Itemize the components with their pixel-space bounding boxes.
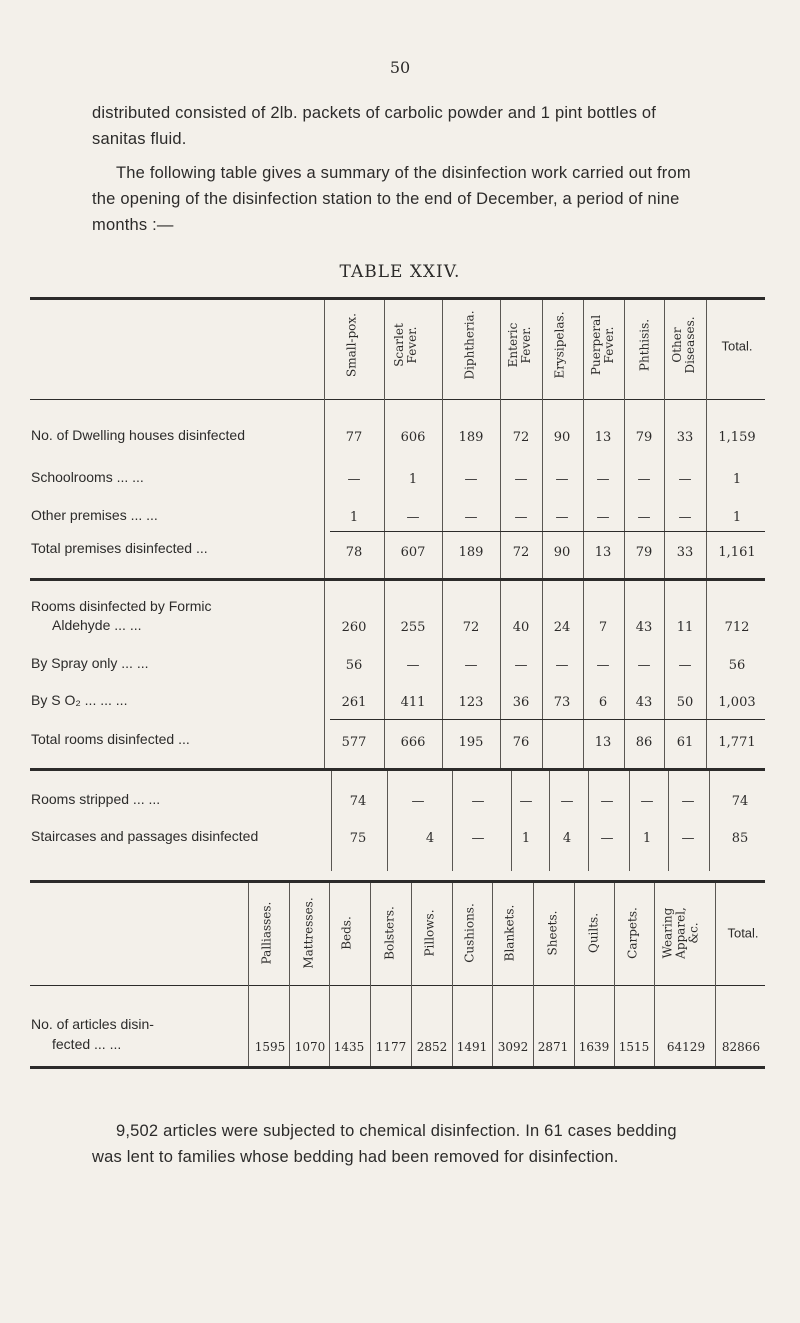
cell: 72 [512, 430, 530, 445]
cell: 24 [553, 620, 571, 635]
col-divider [442, 581, 443, 771]
row-label: No. of Dwelling houses disinfected [31, 427, 246, 443]
cell-total: 85 [731, 831, 749, 846]
cell: — [637, 510, 651, 525]
col-divider [588, 771, 589, 871]
cell: — [464, 472, 478, 487]
cell: 75 [349, 831, 367, 846]
row-label: Schoolrooms ... ... [31, 469, 144, 485]
cell: 11 [676, 620, 694, 635]
cell: 13 [594, 430, 612, 445]
cell: 77 [345, 430, 363, 445]
cell: 73 [553, 695, 571, 710]
cell: — [406, 510, 420, 525]
cell: — [555, 510, 569, 525]
cell: — [411, 794, 425, 809]
cell: 74 [349, 794, 367, 809]
cell: — [464, 658, 478, 673]
cell: — [464, 510, 478, 525]
cell: 255 [400, 620, 426, 635]
cell: 76 [512, 735, 530, 750]
section-rule [30, 768, 765, 771]
cell: 43 [635, 695, 653, 710]
page-number: 50 [389, 58, 411, 77]
cell: 4 [562, 831, 572, 846]
row-label: By Spray only ... ... [31, 655, 149, 671]
cell: 195 [458, 735, 484, 750]
cell: 123 [458, 695, 484, 710]
col-divider [549, 771, 550, 871]
cell: — [678, 658, 692, 673]
cell: — [596, 658, 610, 673]
cell: — [560, 794, 574, 809]
cell: 606 [400, 430, 426, 445]
col-header-sheets: Sheets. [545, 910, 560, 956]
cell-total: 1,003 [718, 695, 756, 710]
cell-total: 1 [732, 472, 742, 487]
cell: — [555, 658, 569, 673]
subtotal-rule [330, 719, 765, 720]
col-divider [387, 771, 388, 871]
col-header-cushions: Cushions. [462, 903, 477, 963]
row-label-cont: fected ... ... [52, 1036, 122, 1052]
col-header-blankets: Blankets. [502, 904, 517, 962]
row-label: Total rooms disinfected ... [31, 731, 190, 747]
row-label: Rooms disinfected by Formic [31, 598, 212, 614]
col-divider [442, 300, 443, 580]
col-header-palliasses: Palliasses. [259, 901, 274, 965]
cell: 72 [512, 545, 530, 560]
table1-top-rule [30, 297, 765, 300]
cell: 1 [642, 831, 652, 846]
cell: 607 [400, 545, 426, 560]
row-label: Staircases and passages disinfected [31, 828, 259, 844]
row-label: Other premises ... ... [31, 507, 158, 523]
subtotal-rule [330, 531, 765, 532]
cell: — [519, 794, 533, 809]
cell: 90 [553, 545, 571, 560]
cell: 33 [676, 545, 694, 560]
col-header-total: Total. [721, 338, 753, 354]
col-divider [668, 771, 669, 871]
cell: 1070 [294, 1040, 326, 1054]
cell: 33 [676, 430, 694, 445]
col-divider [452, 771, 453, 871]
cell: — [596, 472, 610, 487]
col-divider [331, 771, 332, 871]
col-header-erysipelas: Erysipelas. [552, 311, 567, 379]
cell: 90 [553, 430, 571, 445]
cell: 260 [341, 620, 367, 635]
cell: 1595 [254, 1040, 286, 1054]
col-header-enteric-fever: Enteric Fever. [506, 322, 533, 368]
cell: 86 [635, 735, 653, 750]
col-divider [324, 300, 325, 580]
cell-total: 1,771 [718, 735, 756, 750]
col-divider [706, 300, 707, 580]
cell: 1177 [375, 1040, 407, 1054]
row-label: Rooms stripped ... ... [31, 791, 161, 807]
cell: 666 [400, 735, 426, 750]
cell: 7 [598, 620, 608, 635]
col-header-total: Total. [727, 925, 759, 941]
col-divider [384, 581, 385, 771]
col-header-diphtheria: Diphtheria. [462, 310, 477, 380]
cell: 40 [512, 620, 530, 635]
table2-bottom-rule [30, 1066, 765, 1069]
cell: — [640, 794, 654, 809]
cell: 189 [458, 430, 484, 445]
cell: — [347, 472, 361, 487]
cell: 189 [458, 545, 484, 560]
cell: 1639 [578, 1040, 610, 1054]
cell: 61 [676, 735, 694, 750]
cell: — [678, 472, 692, 487]
cell: 43 [635, 620, 653, 635]
cell: 79 [635, 545, 653, 560]
cell: — [471, 794, 485, 809]
cell: 1435 [333, 1040, 365, 1054]
col-divider [542, 581, 543, 771]
summary-paragraph: The following table gives a summary of the disinfection work carried out from the opening of the disinfection station to the end of December, a period of nine months :— [92, 164, 691, 234]
col-header-carpets: Carpets. [625, 907, 640, 959]
col-header-beds: Beds. [339, 916, 354, 950]
cell: — [596, 510, 610, 525]
cell: — [637, 658, 651, 673]
cell-total: 712 [724, 620, 750, 635]
cell: — [514, 510, 528, 525]
cell: 1 [408, 472, 418, 487]
col-divider [511, 771, 512, 871]
cell: 36 [512, 695, 530, 710]
col-header-puerperal-fever: Puerperal Fever. [589, 314, 616, 376]
cell: 79 [635, 430, 653, 445]
col-divider [654, 883, 655, 1068]
cell: 2852 [416, 1040, 448, 1054]
cell: — [471, 831, 485, 846]
table1-header-rule [30, 399, 765, 400]
col-header-quilts: Quilts. [586, 912, 601, 954]
cell-total: 56 [728, 658, 746, 673]
col-header-small-pox: Small-pox. [344, 313, 359, 377]
cell-total: 74 [731, 794, 749, 809]
col-header-scarlet-fever: Scarlet Fever. [392, 323, 419, 367]
table-title: TABLE XXIV. [339, 262, 461, 282]
col-divider [248, 883, 249, 1068]
cell: 1 [521, 831, 531, 846]
cell: 411 [400, 695, 426, 710]
cell-total: 82866 [721, 1040, 761, 1054]
cell: — [406, 658, 420, 673]
col-header-phthisis: Phthisis. [637, 318, 652, 372]
cell: 1515 [618, 1040, 650, 1054]
intro-paragraph: distributed consisted of 2lb. packets of carbolic powder and 1 pint bottles of sanitas fluid. [92, 104, 657, 148]
cell-total: 1,161 [718, 545, 756, 560]
row-label: By S O₂ ... ... ... [31, 692, 128, 708]
section-rule [30, 578, 765, 581]
cell: 6 [598, 695, 608, 710]
col-divider [324, 581, 325, 771]
cell: 1491 [456, 1040, 488, 1054]
cell: 3092 [497, 1040, 529, 1054]
cell: — [555, 472, 569, 487]
cell: 50 [676, 695, 694, 710]
cell: — [637, 472, 651, 487]
closing-paragraph: 9,502 articles were subjected to chemical disinfection. In 61 cases bedding was lent to families whose bedding had been removed for disinfection. [92, 1122, 677, 1166]
cell: — [514, 472, 528, 487]
cell: 1 [349, 510, 359, 525]
cell: 64129 [666, 1040, 706, 1054]
row-label: No. of articles disin- [31, 1016, 154, 1032]
cell: — [678, 510, 692, 525]
col-divider [715, 883, 716, 1068]
row-label: Total premises disinfected ... [31, 540, 208, 556]
cell: 13 [594, 735, 612, 750]
cell-total: 1,159 [718, 430, 756, 445]
col-divider [629, 771, 630, 871]
cell: 72 [462, 620, 480, 635]
col-header-pillows: Pillows. [422, 909, 437, 957]
col-header-bolsters: Bolsters. [382, 906, 397, 960]
cell: 261 [341, 695, 367, 710]
cell: 577 [341, 735, 367, 750]
col-divider [384, 300, 385, 580]
cell: — [600, 794, 614, 809]
cell: 2871 [537, 1040, 569, 1054]
col-divider [709, 771, 710, 871]
cell: — [514, 658, 528, 673]
cell: 78 [345, 545, 363, 560]
cell: — [681, 794, 695, 809]
col-header-mattresses: Mattresses. [301, 897, 316, 969]
cell: — [600, 831, 614, 846]
row-label-cont: Aldehyde ... ... [52, 617, 142, 633]
cell-total: 1 [732, 510, 742, 525]
cell: 13 [594, 545, 612, 560]
col-header-other-diseases: Other Diseases. [670, 316, 697, 374]
cell: — [681, 831, 695, 846]
cell: 4 [425, 831, 435, 846]
col-header-wearing-apparel: Wearing Apparel, &c. [660, 907, 701, 959]
col-divider [706, 581, 707, 771]
cell: 56 [345, 658, 363, 673]
